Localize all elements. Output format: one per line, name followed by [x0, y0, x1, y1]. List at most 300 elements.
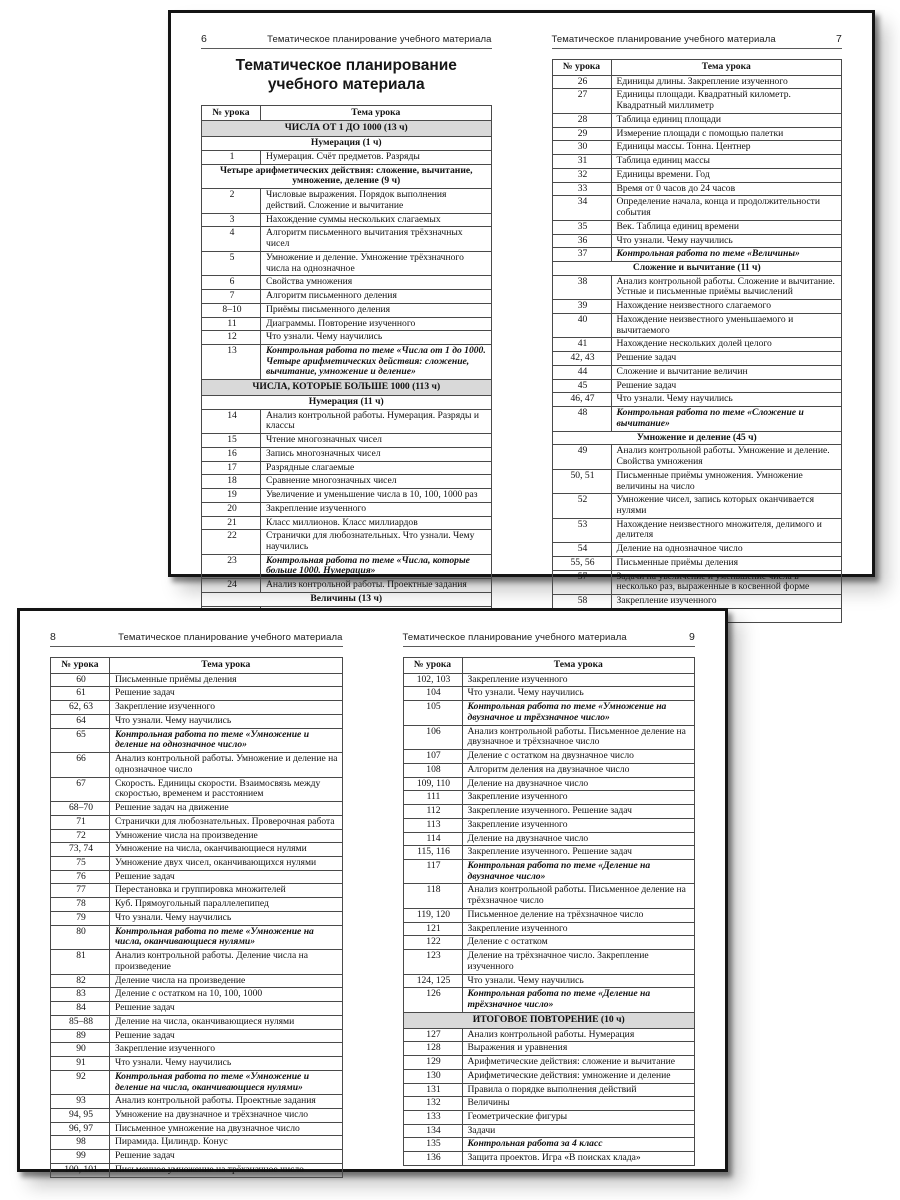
lesson-number-cell: 106: [403, 725, 462, 749]
lesson-number-cell: 104: [403, 687, 462, 701]
lesson-number-cell: 117: [403, 860, 462, 884]
lesson-topic-cell: Что узнали. Чему научились: [110, 911, 343, 925]
table-row: [51, 1043, 343, 1057]
document-title-line1: Тематическое планирование: [235, 57, 457, 74]
lesson-topic-cell: Что узнали. Чему научились: [611, 393, 842, 407]
table-row: [51, 1122, 343, 1136]
table-row: [51, 728, 343, 752]
lesson-number-cell: 124, 125: [403, 974, 462, 988]
lesson-topic-cell: Письменное умножение на трёхзначное число: [110, 1163, 343, 1177]
table-row: [552, 141, 842, 155]
lesson-topic-cell: Нахождение неизвестного слагаемого: [611, 300, 842, 314]
lesson-number-cell: 36: [552, 234, 611, 248]
table-row: [552, 220, 842, 234]
table-row: [51, 673, 343, 687]
column-header-topic: Тема урока: [261, 105, 492, 121]
lesson-number-cell: 114: [403, 832, 462, 846]
lesson-number-cell: 81: [51, 950, 110, 974]
lesson-topic-cell: Контрольная работа по теме «Умножение на двузначное и трёхзначное число»: [462, 701, 695, 725]
lesson-topic-cell: Единицы площади. Квадратный километр. Квадратный миллиметр: [611, 89, 842, 113]
table-row: [202, 344, 492, 379]
lesson-topic-cell: Закрепление изученного: [462, 791, 695, 805]
lesson-topic-cell: Измерение площади с помощью палетки: [611, 127, 842, 141]
lesson-topic-cell: Арифметические действия: умножение и деление: [462, 1069, 695, 1083]
lesson-number-cell: 48: [552, 407, 611, 431]
lesson-number-cell: 55, 56: [552, 556, 611, 570]
table-row: [202, 251, 492, 275]
table-row: [552, 518, 842, 542]
lesson-number-cell: 27: [552, 89, 611, 113]
subsection-title: Умножение и деление (45 ч): [552, 431, 842, 445]
lesson-number-cell: 100, 101: [51, 1163, 110, 1177]
lesson-number-cell: 130: [403, 1069, 462, 1083]
lesson-topic-cell: Анализ контрольной работы. Умножение и деление. Свойства умножения: [611, 445, 842, 469]
lesson-number-cell: 32: [552, 168, 611, 182]
lesson-number-cell: 67: [51, 777, 110, 801]
book-spread-top: [168, 10, 875, 607]
column-header-topic: Тема урока: [611, 60, 842, 76]
lesson-number-cell: 16: [202, 447, 261, 461]
lesson-topic-cell: Арифметические действия: сложение и вычитание: [462, 1056, 695, 1070]
table-row: [552, 494, 842, 518]
lesson-number-cell: 127: [403, 1028, 462, 1042]
lesson-number-cell: 80: [51, 925, 110, 949]
table-row: [552, 543, 842, 557]
lesson-topic-cell: Анализ контрольной работы. Деление числа на произведение: [110, 950, 343, 974]
running-title: Тематическое планирование учебного материала: [118, 632, 343, 643]
lesson-topic-cell: Деление числа на произведение: [110, 974, 343, 988]
lesson-topic-cell: Разрядные слагаемые: [261, 461, 492, 475]
table-header-row: [51, 658, 343, 674]
table-row: [202, 434, 492, 448]
page-number: 6: [201, 33, 207, 45]
lesson-number-cell: 64: [51, 714, 110, 728]
table-row: [552, 127, 842, 141]
subsection-row: [202, 592, 492, 606]
lesson-number-cell: 102, 103: [403, 673, 462, 687]
lesson-number-cell: 91: [51, 1057, 110, 1071]
lesson-topic-cell: Странички для любознательных. Что узнали. Чему научились: [261, 530, 492, 554]
lesson-topic-cell: Определение начала, конца и продолжительности события: [611, 196, 842, 220]
lesson-table: [201, 105, 492, 621]
lesson-topic-cell: Деление с остатком на 10, 100, 1000: [110, 988, 343, 1002]
table-row: [51, 777, 343, 801]
lesson-topic-cell: Деление на двузначное число: [462, 777, 695, 791]
table-row: [403, 846, 695, 860]
lesson-number-cell: 107: [403, 750, 462, 764]
lesson-number-cell: 129: [403, 1056, 462, 1070]
lesson-number-cell: 90: [51, 1043, 110, 1057]
table-row: [403, 922, 695, 936]
lesson-topic-cell: Анализ контрольной работы. Умножение и деление на однозначное число: [110, 753, 343, 777]
lesson-topic-cell: Величины: [462, 1097, 695, 1111]
lesson-number-cell: 20: [202, 502, 261, 516]
lesson-number-cell: 133: [403, 1110, 462, 1124]
lesson-topic-cell: Что узнали. Чему научились: [261, 331, 492, 345]
lesson-topic-cell: Закрепление изученного: [110, 701, 343, 715]
lesson-number-cell: 62, 63: [51, 701, 110, 715]
table-row: [202, 475, 492, 489]
lesson-topic-cell: Скорость. Единицы скорости. Взаимосвязь между скоростью, временем и расстоянием: [110, 777, 343, 801]
lesson-topic-cell: Умножение чисел, запись которых оканчивается нулями: [611, 494, 842, 518]
lesson-number-cell: 98: [51, 1136, 110, 1150]
lesson-number-cell: 1: [202, 150, 261, 164]
table-row: [403, 860, 695, 884]
lesson-number-cell: 2: [202, 189, 261, 213]
table-row: [403, 1097, 695, 1111]
lesson-topic-cell: Сложение и вычитание величин: [611, 365, 842, 379]
lesson-number-cell: 41: [552, 338, 611, 352]
lesson-topic-cell: Закрепление изученного: [261, 502, 492, 516]
section-row: [202, 380, 492, 396]
lesson-number-cell: 77: [51, 884, 110, 898]
table-row: [403, 750, 695, 764]
lesson-number-cell: 94, 95: [51, 1108, 110, 1122]
section-title: ЧИСЛА, КОТОРЫЕ БОЛЬШЕ 1000 (113 ч): [202, 380, 492, 396]
table-row: [202, 516, 492, 530]
lesson-topic-cell: Век. Таблица единиц времени: [611, 220, 842, 234]
table-row: [552, 248, 842, 262]
lesson-number-cell: 7: [202, 290, 261, 304]
lesson-topic-cell: Диаграммы. Повторение изученного: [261, 317, 492, 331]
lesson-topic-cell: Решение задач: [611, 379, 842, 393]
table-row: [552, 75, 842, 89]
lesson-number-cell: 89: [51, 1029, 110, 1043]
lesson-number-cell: 8–10: [202, 303, 261, 317]
table-row: [403, 1124, 695, 1138]
lesson-topic-cell: Единицы длины. Закрепление изученного: [611, 75, 842, 89]
lesson-topic-cell: Куб. Прямоугольный параллелепипед: [110, 898, 343, 912]
lesson-number-cell: 38: [552, 275, 611, 299]
subsection-row: [202, 164, 492, 188]
column-header-num: № урока: [552, 60, 611, 76]
lesson-number-cell: 61: [51, 687, 110, 701]
table-row: [552, 393, 842, 407]
table-row: [202, 502, 492, 516]
lesson-number-cell: 54: [552, 543, 611, 557]
table-row: [51, 950, 343, 974]
lesson-topic-cell: Письменные приёмы деления: [611, 556, 842, 570]
lesson-topic-cell: Перестановка и группировка множителей: [110, 884, 343, 898]
lesson-number-cell: 92: [51, 1070, 110, 1094]
lesson-topic-cell: Что узнали. Чему научились: [462, 974, 695, 988]
lesson-topic-cell: Нахождение нескольких долей целого: [611, 338, 842, 352]
table-row: [51, 898, 343, 912]
table-row: [403, 1042, 695, 1056]
table-row: [403, 936, 695, 950]
lesson-topic-cell: Контрольная работа по теме «Числа, которые больше 1000. Нумерация»: [261, 554, 492, 578]
table-row: [51, 870, 343, 884]
table-row: [552, 300, 842, 314]
table-row: [552, 234, 842, 248]
table-row: [51, 829, 343, 843]
table-row: [403, 1028, 695, 1042]
lesson-topic-cell: Деление с остатком: [462, 936, 695, 950]
table-row: [403, 1152, 695, 1166]
lesson-topic-cell: Анализ контрольной работы. Нумерация. Разряды и классы: [261, 409, 492, 433]
table-row: [403, 1069, 695, 1083]
lesson-topic-cell: Контрольная работа по теме «Деление на трёхзначное число»: [462, 988, 695, 1012]
lesson-number-cell: 6: [202, 276, 261, 290]
table-row: [202, 409, 492, 433]
lesson-topic-cell: Контрольная работа по теме «Умножение и деление на однозначное число»: [110, 728, 343, 752]
lesson-topic-cell: Закрепление изученного: [611, 595, 842, 609]
lesson-number-cell: 53: [552, 518, 611, 542]
document-title: [201, 56, 492, 95]
table-row: [51, 714, 343, 728]
lesson-table: [552, 59, 843, 623]
column-header-num: № урока: [51, 658, 110, 674]
lesson-topic-cell: Умножение и деление. Умножение трёхзначного числа на однозначное: [261, 251, 492, 275]
table-row: [403, 1083, 695, 1097]
table-row: [202, 303, 492, 317]
running-head: [201, 33, 492, 49]
lesson-topic-cell: Письменное умножение на двузначное число: [110, 1122, 343, 1136]
lesson-topic-cell: Что узнали. Чему научились: [110, 714, 343, 728]
lesson-topic-cell: Запись многозначных чисел: [261, 447, 492, 461]
lesson-topic-cell: Закрепление изученного. Решение задач: [462, 805, 695, 819]
running-head: [50, 631, 343, 647]
table-row: [51, 974, 343, 988]
section-row: [403, 1012, 695, 1028]
table-row: [51, 857, 343, 871]
table-row: [403, 805, 695, 819]
lesson-number-cell: 113: [403, 818, 462, 832]
column-header-topic: Тема урока: [462, 658, 695, 674]
running-head: [552, 33, 843, 49]
table-row: [202, 227, 492, 251]
lesson-number-cell: 45: [552, 379, 611, 393]
lesson-number-cell: 105: [403, 701, 462, 725]
lesson-topic-cell: Геометрические фигуры: [462, 1110, 695, 1124]
table-row: [202, 331, 492, 345]
lesson-topic-cell: Числовые выражения. Порядок выполнения действий. Сложение и вычитание: [261, 189, 492, 213]
table-row: [403, 974, 695, 988]
column-header-num: № урока: [403, 658, 462, 674]
table-row: [403, 687, 695, 701]
lesson-number-cell: 73, 74: [51, 843, 110, 857]
table-row: [552, 89, 842, 113]
lesson-topic-cell: Время от 0 часов до 24 часов: [611, 182, 842, 196]
lesson-number-cell: 111: [403, 791, 462, 805]
lesson-number-cell: 22: [202, 530, 261, 554]
lesson-number-cell: 75: [51, 857, 110, 871]
running-head: [403, 631, 696, 647]
lesson-topic-cell: Решение задач: [110, 870, 343, 884]
lesson-topic-cell: Умножение на числа, оканчивающиеся нулями: [110, 843, 343, 857]
page-7: [522, 13, 873, 607]
lesson-number-cell: 122: [403, 936, 462, 950]
table-row: [552, 595, 842, 609]
lesson-number-cell: 26: [552, 75, 611, 89]
lesson-topic-cell: Контрольная работа по теме «Сложение и вычитание»: [611, 407, 842, 431]
lesson-number-cell: 15: [202, 434, 261, 448]
table-row: [552, 313, 842, 337]
table-row: [552, 275, 842, 299]
lesson-number-cell: 24: [202, 579, 261, 593]
table-row: [202, 189, 492, 213]
lesson-number-cell: 136: [403, 1152, 462, 1166]
lesson-topic-cell: Анализ контрольной работы. Письменное деление на двузначное и трёхзначное число: [462, 725, 695, 749]
lesson-topic-cell: Закрепление изученного: [462, 922, 695, 936]
lesson-number-cell: 65: [51, 728, 110, 752]
lesson-topic-cell: Умножение на двузначное и трёхзначное число: [110, 1108, 343, 1122]
lesson-table: [50, 657, 343, 1178]
subsection-title: Четыре арифметических действия: сложение, вычитание, умножение, деление (9 ч): [202, 164, 492, 188]
lesson-number-cell: 123: [403, 950, 462, 974]
table-row: [202, 290, 492, 304]
table-row: [202, 317, 492, 331]
lesson-topic-cell: Закрепление изученного: [462, 673, 695, 687]
lesson-number-cell: 134: [403, 1124, 462, 1138]
table-row: [552, 365, 842, 379]
running-title: Тематическое планирование учебного материала: [267, 34, 492, 45]
table-row: [403, 988, 695, 1012]
table-row: [552, 352, 842, 366]
table-row: [202, 461, 492, 475]
lesson-number-cell: 31: [552, 155, 611, 169]
lesson-topic-cell: Нумерация. Счёт предметов. Разряды: [261, 150, 492, 164]
lesson-number-cell: 57: [552, 570, 611, 594]
lesson-topic-cell: Увеличение и уменьшение числа в 10, 100, 1000 раз: [261, 489, 492, 503]
section-title: ИТОГОВОЕ ПОВТОРЕНИЕ (10 ч): [403, 1012, 695, 1028]
lesson-topic-cell: Контрольная работа за 4 класс: [462, 1138, 695, 1152]
lesson-topic-cell: Пирамида. Цилиндр. Конус: [110, 1136, 343, 1150]
lesson-number-cell: 21: [202, 516, 261, 530]
table-row: [51, 911, 343, 925]
lesson-topic-cell: Решение задач на движение: [110, 802, 343, 816]
lesson-topic-cell: Сравнение многозначных чисел: [261, 475, 492, 489]
subsection-row: [202, 137, 492, 151]
lesson-topic-cell: Алгоритм письменного вычитания трёхзначных чисел: [261, 227, 492, 251]
lesson-topic-cell: Класс миллионов. Класс миллиардов: [261, 516, 492, 530]
subsection-title: Сложение и вычитание (11 ч): [552, 262, 842, 276]
table-row: [552, 196, 842, 220]
table-row: [403, 701, 695, 725]
table-row: [403, 884, 695, 908]
lesson-number-cell: 131: [403, 1083, 462, 1097]
table-row: [51, 753, 343, 777]
table-row: [51, 1108, 343, 1122]
table-row: [51, 1002, 343, 1016]
table-row: [202, 489, 492, 503]
table-row: [51, 701, 343, 715]
page-6: [171, 13, 522, 604]
subsection-row: [552, 262, 842, 276]
lesson-number-cell: 115, 116: [403, 846, 462, 860]
lesson-number-cell: 44: [552, 365, 611, 379]
lesson-number-cell: 33: [552, 182, 611, 196]
lesson-topic-cell: Анализ контрольной работы. Сложение и вычитание. Устные и письменные приёмы вычислений: [611, 275, 842, 299]
lesson-number-cell: 49: [552, 445, 611, 469]
table-row: [552, 168, 842, 182]
lesson-topic-cell: Нахождение неизвестного множителя, делимого и делителя: [611, 518, 842, 542]
lesson-topic-cell: Контрольная работа по теме «Числа от 1 до 1000. Четыре арифметических действия: сложение, вычитание, умножение и деление»: [261, 344, 492, 379]
lesson-number-cell: 71: [51, 815, 110, 829]
table-row: [51, 988, 343, 1002]
subsection-title: Нумерация (1 ч): [202, 137, 492, 151]
table-row: [403, 950, 695, 974]
section-row: [202, 121, 492, 137]
lesson-number-cell: 52: [552, 494, 611, 518]
table-row: [552, 469, 842, 493]
lesson-table: [403, 657, 696, 1166]
subsection-title: Величины (13 ч): [202, 592, 492, 606]
lesson-topic-cell: Контрольная работа по теме «Величины»: [611, 248, 842, 262]
table-row: [51, 1095, 343, 1109]
lesson-number-cell: 46, 47: [552, 393, 611, 407]
lesson-number-cell: 135: [403, 1138, 462, 1152]
lesson-topic-cell: Свойства умножения: [261, 276, 492, 290]
table-row: [552, 556, 842, 570]
lesson-topic-cell: Чтение многозначных чисел: [261, 434, 492, 448]
lesson-topic-cell: Анализ контрольной работы. Письменное деление на трёхзначное число: [462, 884, 695, 908]
lesson-number-cell: 109, 110: [403, 777, 462, 791]
lesson-number-cell: 82: [51, 974, 110, 988]
lesson-number-cell: 29: [552, 127, 611, 141]
lesson-topic-cell: Деление на числа, оканчивающиеся нулями: [110, 1015, 343, 1029]
table-row: [552, 182, 842, 196]
table-row: [403, 763, 695, 777]
table-row: [51, 1163, 343, 1177]
table-row: [552, 570, 842, 594]
table-row: [51, 1070, 343, 1094]
lesson-topic-cell: Единицы массы. Тонна. Центнер: [611, 141, 842, 155]
lesson-topic-cell: Алгоритм письменного деления: [261, 290, 492, 304]
lesson-topic-cell: Что узнали. Чему научились: [611, 234, 842, 248]
lesson-topic-cell: Умножение двух чисел, оканчивающихся нулями: [110, 857, 343, 871]
lesson-number-cell: 112: [403, 805, 462, 819]
table-row: [403, 818, 695, 832]
lesson-number-cell: 39: [552, 300, 611, 314]
section-title: ЧИСЛА ОТ 1 ДО 1000 (13 ч): [202, 121, 492, 137]
lesson-number-cell: 14: [202, 409, 261, 433]
lesson-number-cell: 79: [51, 911, 110, 925]
column-header-topic: Тема урока: [110, 658, 343, 674]
lesson-topic-cell: Алгоритм деления на двузначное число: [462, 763, 695, 777]
page-9: [373, 611, 726, 1169]
lesson-number-cell: 85–88: [51, 1015, 110, 1029]
lesson-topic-cell: Нахождение неизвестного уменьшаемого и вычитаемого: [611, 313, 842, 337]
lesson-number-cell: 99: [51, 1150, 110, 1164]
page-8: [20, 611, 373, 1175]
lesson-topic-cell: Приёмы письменного деления: [261, 303, 492, 317]
lesson-number-cell: 34: [552, 196, 611, 220]
table-row: [202, 579, 492, 593]
lesson-number-cell: 68–70: [51, 802, 110, 816]
lesson-topic-cell: Контрольная работа по теме «Умножение на числа, оканчивающиеся нулями»: [110, 925, 343, 949]
lesson-topic-cell: Письменные приёмы умножения. Умножение величины на число: [611, 469, 842, 493]
table-row: [51, 1136, 343, 1150]
table-row: [51, 1057, 343, 1071]
book-spread-bottom: [17, 608, 728, 1175]
subsection-row: [552, 431, 842, 445]
lesson-number-cell: 60: [51, 673, 110, 687]
lesson-topic-cell: Правила о порядке выполнения действий: [462, 1083, 695, 1097]
table-row: [552, 407, 842, 431]
lesson-number-cell: 19: [202, 489, 261, 503]
lesson-topic-cell: Деление с остатком на двузначное число: [462, 750, 695, 764]
lesson-number-cell: 72: [51, 829, 110, 843]
table-row: [403, 1056, 695, 1070]
running-title: Тематическое планирование учебного материала: [551, 34, 776, 45]
lesson-number-cell: 126: [403, 988, 462, 1012]
lesson-number-cell: 18: [202, 475, 261, 489]
table-row: [403, 1110, 695, 1124]
page-number: 8: [50, 631, 56, 643]
lesson-topic-cell: Анализ контрольной работы. Нумерация: [462, 1028, 695, 1042]
column-header-num: № урока: [202, 105, 261, 121]
